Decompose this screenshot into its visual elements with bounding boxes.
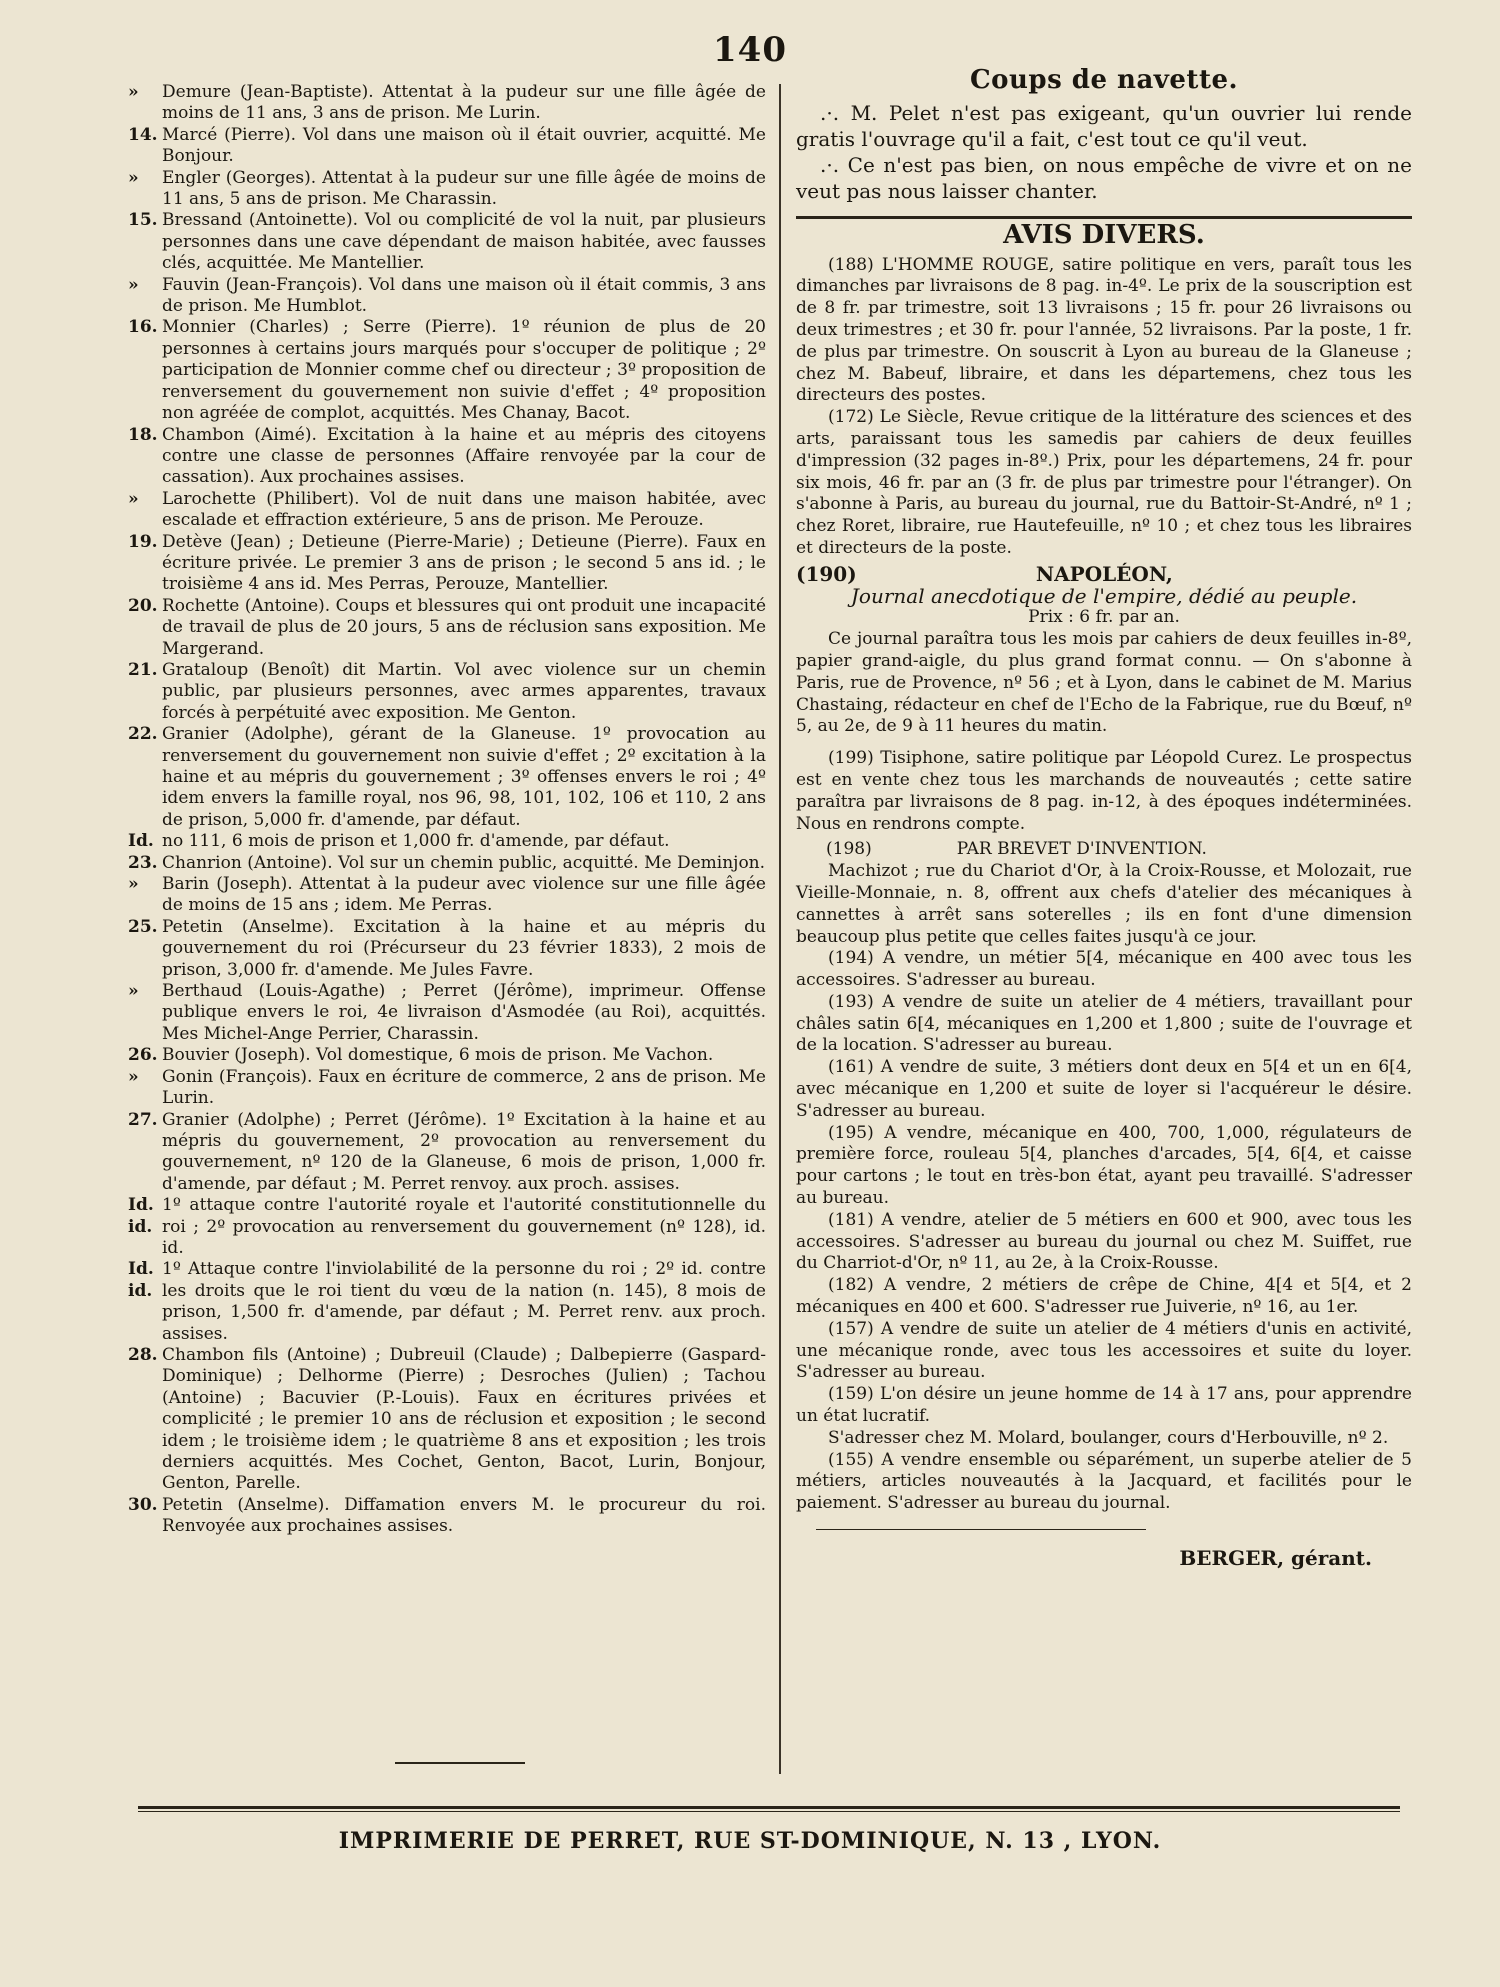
napoleon-subtitle: Journal anecdotique de l'empire, dédié au peuple.	[850, 583, 1358, 608]
verdict-text: 1º Attaque contre l'inviolabilité de la personne du roi ; 2º id. contre les droits que le roi tient du vœu de la nation (n. 145), 8 mois de prison, 1,500 fr. d'amende, par défaut ; M. Perret renv. aux proch. assises.	[162, 1259, 766, 1344]
imprimerie-footer: IMPRIMERIE DE PERRET, RUE ST-DOMINIQUE, N. 13 , LYON.	[338, 1828, 1162, 1854]
ad-paragraph: (188) L'HOMME ROUGE, satire politique en vers, paraît tous les dimanches par livraisons de 8 pag. in-4º. Le prix de la souscription est de 8 fr. par trimestre, soit 13 livraisons ; 15 fr. pour 26 livraisons ou deux trimestres ; et 30 fr. pour l'année, 52 livraisons. Par la poste, 1 fr. de plus par trimestre. On souscrit à Lyon au bureau de la Glaneuse ; chez M. Babeuf, libraire, et dans les départemens, chez tous les directeurs des postes.	[796, 254, 1412, 406]
verdict-entry	[128, 1067, 766, 1110]
avis-title: AVIS DIVERS.	[1003, 219, 1205, 250]
small-ad: S'adresser chez M. Molard, boulanger, cours d'Herbouville, nº 2.	[828, 1427, 1389, 1448]
verdict-entry	[128, 82, 766, 125]
ad-paragraph: (172) Le Siècle, Revue critique de la littérature des sciences et des arts, paraissant tous les samedis par cahiers de deux feuilles d'impression (32 pages in-8º.) Prix, pour les départemens, 24 fr. pour six mois, 46 fr. par an (3 fr. de plus par trimestre pour l'étranger). On s'abonne à Paris, au bureau du journal, rue du Battoir-St-André, nº 1 ; chez Roret, libraire, rue Hautefeuille, nº 10 ; et chez tous les libraires et directeurs de la poste.	[796, 407, 1412, 558]
verdict-entry	[128, 125, 766, 168]
verdict-number: 23.	[128, 852, 158, 873]
small-ad: (182) A vendre, 2 métiers de crêpe de Chine, 4[4 et 5[4, et 2 mécaniques en 400 et 600. S'adresser rue Juiverie, nº 16, au 1er.	[796, 1275, 1412, 1318]
verdict-number: »	[128, 488, 139, 509]
verdict-number: Id.	[128, 831, 154, 852]
verdict-text: Bouvier (Joseph). Vol domestique, 6 mois de prison. Me Vachon.	[162, 1045, 714, 1066]
court-verdicts-column	[128, 82, 766, 1538]
verdict-entry	[128, 981, 766, 1045]
verdict-number: 25.	[128, 916, 158, 937]
verdict-number: 18.	[128, 424, 158, 445]
verdict-number: Id. id.	[128, 1195, 154, 1237]
verdict-number: Id. id.	[128, 1259, 154, 1301]
verdict-text: no 111, 6 mois de prison et 1,000 fr. d'amende, par défaut.	[162, 831, 670, 852]
napoleon-price: Prix : 6 fr. par an.	[1028, 607, 1180, 628]
verdict-text: Petetin (Anselme). Excitation à la haine et au mépris du gouvernement du roi (Précurseur du 23 février 1833), 2 mois de prison, 3,000 fr. d'amende. Me Jules Favre.	[162, 916, 766, 980]
verdict-entry	[128, 532, 766, 596]
verdict-number: 20.	[128, 595, 158, 616]
verdict-text: Demure (Jean-Baptiste). Attentat à la pudeur sur une fille âgée de moins de 11 ans, 3 ans de prison. Me Lurin.	[162, 82, 766, 124]
verdict-entry	[128, 210, 766, 274]
verdict-text: Petetin (Anselme). Diffamation envers M. le procureur du roi. Renvoyée aux prochaines assises.	[162, 1494, 766, 1537]
brevet-number: (198)	[826, 839, 872, 860]
verdict-text: 1º attaque contre l'autorité royale et l'autorité constitutionnelle du roi ; 2º provocation au renversement du gouvernement (nº 128), id. id.	[162, 1195, 766, 1258]
verdict-text: Chambon fils (Antoine) ; Dubreuil (Claude) ; Dalbepierre (Gaspard-Dominique) ; Delhorme (Pierre) ; Desroches (Julien) ; Tachou (Antoine) ; Bacuvier (P.-Louis). Faux en écritures privées et complicité ; le premier 10 ans de réclusion et exposition ; le second idem ; le troisième idem ; le quatrième 8 ans et exposition ; les trois derniers acquittés. Mes Cochet, Genton, Bacot, Lurin, Bonjour, Genton, Parelle.	[162, 1344, 766, 1494]
verdict-number: 16.	[128, 317, 158, 338]
napoleon-text: Ce journal paraîtra tous les mois par cahiers de deux feuilles in-8º, papier grand-aigle, du plus grand format connu. — On s'abonne à Paris, rue de Provence, nº 56 ; et à Lyon, dans le cabinet de M. Marius Chastaing, rédacteur en chef de l'Echo de la Fabrique, rue du Bœuf, nº 5, au 2e, de 9 à 11 heures du matin.	[796, 629, 1412, 737]
small-ad: (155) A vendre ensemble ou séparément, un superbe atelier de 5 métiers, articles nouveautés à la Jacquard, et facilités pour le paiement. S'adresser au bureau du journal.	[796, 1449, 1412, 1514]
napoleon-header	[796, 561, 1412, 586]
small-ad: (161) A vendre de suite, 3 métiers dont deux en 5[4 et un en 6[4, avec mécanique en 1,200 et suite de loyer si l'acquéreur le désire. S'adresser au bureau.	[796, 1057, 1412, 1121]
verdict-entry	[128, 1495, 766, 1538]
bottom-rule-thick	[138, 1806, 1400, 1809]
verdict-number: 19.	[128, 531, 158, 552]
end-rule	[816, 1529, 1146, 1530]
verdict-text: Marcé (Pierre). Vol dans une maison où il était ouvrier, acquitté. Me Bonjour.	[162, 124, 766, 167]
verdict-number: 14.	[128, 124, 158, 145]
verdict-text: Larochette (Philibert). Vol de nuit dans une maison habitée, avec escalade et effraction extérieure, 5 ans de prison. Me Perouze.	[162, 488, 766, 531]
verdict-entry	[128, 874, 766, 917]
napoleon-title: NAPOLÉON,	[1035, 561, 1173, 586]
gerant-signature: BERGER, gérant.	[1179, 1546, 1372, 1571]
coups-item: .·. Ce n'est pas bien, on nous empêche de vivre et on ne veut pas nous laisser chanter.	[796, 152, 1412, 203]
small-ad: (193) A vendre de suite un atelier de 4 métiers, travaillant pour châles satin 6[4, mécaniques en 1,200 et 1,800 ; suite de l'ouvrage et de la location. S'adresser au bureau.	[796, 991, 1412, 1056]
verdict-number: 15.	[128, 210, 158, 231]
verdict-entry	[128, 917, 766, 981]
small-ad: (157) A vendre de suite un atelier de 4 métiers d'unis en activité, une mécanique ronde, avec tous les accessoires et suite du loyer. S'adresser au bureau.	[796, 1318, 1412, 1383]
section-divider	[796, 216, 1412, 219]
verdict-entry	[128, 317, 766, 424]
verdict-entry	[128, 853, 766, 874]
verdict-number: »	[128, 874, 139, 895]
verdict-text: Berthaud (Louis-Agathe) ; Perret (Jérôme), imprimeur. Offense publique envers le roi, 4e livraison d'Asmodée (au Roi), acquittés. Mes Michel-Ange Perrier, Charassin.	[162, 981, 766, 1044]
verdict-entry	[128, 1259, 766, 1345]
verdict-text: Chanrion (Antoine). Vol sur un chemin public, acquitté. Me Deminjon.	[162, 852, 766, 873]
bottom-rule-thin	[138, 1811, 1400, 1812]
verdict-number: »	[128, 1066, 139, 1087]
coups-section	[796, 100, 1412, 204]
page-number: 140	[713, 30, 787, 70]
verdict-text: Granier (Adolphe), gérant de la Glaneuse. 1º provocation au renversement du gouvernement non suivie d'effet ; 2º excitation à la haine et au mépris du gouvernement ; 3º offenses envers le roi ; 4º idem envers la famille royal, nos 96, 98, 101, 102, 106 et 110, 2 ans de prison, 5,000 fr. d'amende, par défaut.	[162, 724, 766, 830]
left-end-rule	[395, 1762, 525, 1764]
verdict-number: 27.	[128, 1109, 158, 1130]
verdict-text: Grataloup (Benoît) dit Martin. Vol avec violence sur un chemin public, par plusieurs personnes, avec armes apparentes, travaux forcés à perpétuité avec exposition. Me Genton.	[162, 659, 766, 723]
small-ad: (195) A vendre, mécanique en 400, 700, 1,000, régulateurs de première force, rouleau 5[4, planches d'arcades, 5[4, 6[4, et caisse pour cartons ; le tout en très-bon état, ayant peu travaillé. S'adresser au bureau.	[796, 1122, 1412, 1209]
verdict-text: Gonin (François). Faux en écriture de commerce, 2 ans de prison. Me Lurin.	[162, 1066, 766, 1109]
verdict-number: »	[128, 82, 139, 102]
verdict-entry	[128, 425, 766, 489]
verdict-number: 22.	[128, 724, 158, 745]
tisiphone-ad: (199) Tisiphone, satire politique par Léopold Curez. Le prospectus est en vente chez tous les marchands de nouveautés ; cette satire paraîtra par livraisons de 8 pag. in-12, à des époques indéterminées. Nous en rendrons compte.	[796, 748, 1412, 834]
column-divider	[779, 84, 781, 1774]
verdict-number: »	[128, 274, 139, 295]
small-ad: (159) L'on désire un jeune homme de 14 à 17 ans, pour apprendre un état lucratif.	[796, 1384, 1412, 1427]
verdict-entry	[128, 489, 766, 532]
verdict-entry	[128, 1345, 766, 1495]
brevet-title: PAR BREVET D'INVENTION.	[956, 839, 1207, 860]
small-ad: (181) A vendre, atelier de 5 métiers en 600 et 900, avec tous les accessoires. S'adresser au bureau du journal ou chez M. Suiffet, rue du Charriot-d'Or, nº 11, au 2e, à la Croix-Rousse.	[796, 1209, 1412, 1274]
verdict-entry	[128, 168, 766, 211]
small-ad: (194) A vendre, un métier 5[4, mécanique en 400 avec tous les accessoires. S'adresser au bureau.	[796, 948, 1412, 991]
verdict-text: Detève (Jean) ; Detieune (Pierre-Marie) ; Detieune (Pierre). Faux en écriture privée. Le premier 3 ans de prison ; le second 5 ans id. ; le troisième 4 ans id. Mes Perras, Perouze, Mantellier.	[162, 531, 766, 595]
verdict-entry	[128, 1045, 766, 1066]
verdict-text: Rochette (Antoine). Coups et blessures qui ont produit une incapacité de travail de plus de 20 jours, 5 ans de réclusion sans exposition. Me Margerand.	[162, 595, 766, 659]
coups-title: Coups de navette.	[969, 65, 1239, 95]
verdict-text: Granier (Adolphe) ; Perret (Jérôme). 1º Excitation à la haine et au mépris du gouvernement, 2º provocation au renversement du gouvernement, nº 120 de la Glaneuse, 6 mois de prison, 1,000 fr. d'amende, par défaut ; M. Perret renvoy. aux proch. assises.	[162, 1109, 766, 1194]
napoleon-number: (190)	[796, 561, 857, 586]
verdict-text: Monnier (Charles) ; Serre (Pierre). 1º réunion de plus de 20 personnes à certains jours marqués pour s'occuper de politique ; 2º participation de Monnier comme chef ou directeur ; 3º proposition de renversement du gouvernement non suivie d'effet ; 4º proposition non agréée de complot, acquittés. Mes Chanay, Bacot.	[162, 317, 766, 424]
verdict-entry	[128, 275, 766, 318]
brevet-header	[796, 839, 1412, 861]
verdict-entry	[128, 724, 766, 831]
verdict-number: »	[128, 981, 139, 1002]
verdict-number: 28.	[128, 1344, 158, 1365]
verdict-entry	[128, 1195, 766, 1259]
small-ads-list	[796, 948, 1412, 1515]
verdict-number: 30.	[128, 1494, 158, 1515]
verdict-text: Fauvin (Jean-François). Vol dans une maison où il était commis, 3 ans de prison. Me Humblot.	[162, 274, 766, 317]
verdict-number: »	[128, 167, 139, 188]
right-column	[796, 65, 1412, 1571]
verdict-text: Bressand (Antoinette). Vol ou complicité de vol la nuit, par plusieurs personnes dans une cave dépendant de maison habitée, avec fausses clés, acquittée. Me Mantellier.	[162, 210, 766, 274]
verdict-text: Engler (Georges). Attentat à la pudeur sur une fille âgée de moins de 11 ans, 5 ans de prison. Me Charassin.	[162, 167, 766, 210]
verdict-entry	[128, 1110, 766, 1196]
verdict-text: Chambon (Aimé). Excitation à la haine et au mépris des citoyens contre une classe de personnes (Affaire renvoyée par la cour de cassation). Aux prochaines assises.	[162, 424, 766, 488]
verdict-entry	[128, 831, 766, 852]
verdict-entry	[128, 660, 766, 724]
verdict-text: Barin (Joseph). Attentat à la pudeur avec violence sur une fille âgée de moins de 15 ans ; idem. Me Perras.	[162, 874, 766, 916]
verdict-number: 26.	[128, 1045, 158, 1066]
brevet-text: Machizot ; rue du Chariot d'Or, à la Croix-Rousse, et Molozait, rue Vieille-Monnaie, n. 8, offrent aux chefs d'atelier des mécaniques à cannettes à arrêt sans soterelles ; ils en font d'une dimension beaucoup plus petite que celles faites jusqu'à ce jour.	[796, 861, 1412, 947]
verdict-number: 21.	[128, 659, 158, 680]
coups-item: .·. M. Pelet n'est pas exigeant, qu'un ouvrier lui rende gratis l'ouvrage qu'il a fait, c'est tout ce qu'il veut.	[796, 100, 1412, 151]
verdict-entry	[128, 596, 766, 660]
